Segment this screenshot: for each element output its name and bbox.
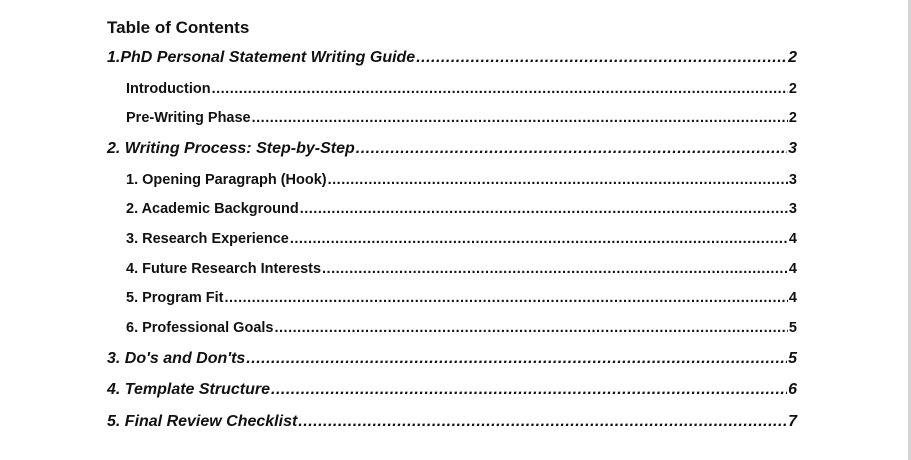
toc-entry-research-experience[interactable] [107, 231, 797, 247]
toc-page-number: 2 [788, 49, 797, 66]
toc-dot-leader [225, 290, 788, 306]
toc-dot-leader [274, 320, 787, 336]
toc-page-number: 3 [788, 140, 797, 157]
toc-page-number: 5 [788, 350, 797, 367]
toc-dot-leader [246, 350, 787, 368]
toc-dot-leader [356, 140, 787, 158]
toc-dot-leader [212, 81, 788, 97]
toc-dot-leader [290, 231, 788, 247]
toc-entry-program-fit[interactable] [107, 290, 797, 306]
toc-dot-leader [271, 381, 787, 399]
toc-entry-title: 5. Program Fit [126, 290, 224, 306]
toc-dot-leader [322, 261, 788, 277]
toc-page-number: 6 [788, 381, 797, 398]
toc-entry-dos-and-donts[interactable] [107, 350, 797, 368]
toc-dot-leader [416, 49, 787, 67]
toc-entry-title: 3. Do's and Don'ts [107, 350, 246, 367]
toc-dot-leader [328, 172, 788, 188]
toc-entry-professional-goals[interactable] [107, 320, 797, 336]
toc-entry-title: 2. Writing Process: Step-by-Step [107, 140, 355, 157]
toc-dot-leader [300, 201, 788, 217]
toc-page-number: 4 [788, 231, 797, 247]
toc-page-number: 2 [788, 110, 797, 126]
toc-entry-final-review-checklist[interactable] [107, 413, 797, 431]
toc-page-number: 3 [788, 172, 797, 188]
toc-entry-writing-process[interactable] [107, 140, 797, 158]
toc-page-number: 2 [788, 81, 797, 97]
toc-entry-opening-paragraph[interactable] [107, 172, 797, 188]
toc-entry-future-research[interactable] [107, 261, 797, 277]
toc-entry-introduction[interactable] [107, 81, 797, 97]
toc-entry-title: 4. Template Structure [107, 381, 271, 398]
toc-entry-title: 2. Academic Background [126, 201, 299, 217]
toc-entry-title: 1.PhD Personal Statement Writing Guide [107, 49, 416, 66]
toc-dot-leader [298, 413, 787, 431]
toc-dot-leader [252, 110, 788, 126]
toc-entry-academic-background[interactable] [107, 201, 797, 217]
toc-entry-title: 6. Professional Goals [126, 320, 274, 336]
toc-entry-title: 1. Opening Paragraph (Hook) [126, 172, 327, 188]
toc-entry-title: Pre-Writing Phase [126, 110, 251, 126]
toc-page-number: 4 [788, 290, 797, 306]
toc-entry-title: 5. Final Review Checklist [107, 413, 298, 430]
toc-page-number: 7 [788, 413, 797, 430]
toc-entry-title: Introduction [126, 81, 211, 97]
toc-page-number: 3 [788, 201, 797, 217]
toc-entry-title: 3. Research Experience [126, 231, 289, 247]
toc-entry-template-structure[interactable] [107, 381, 797, 399]
toc-page-number: 4 [788, 261, 797, 277]
toc-entry-title: 4. Future Research Interests [126, 261, 322, 277]
toc-page-number: 5 [788, 320, 797, 336]
toc-entry-pre-writing[interactable] [107, 110, 797, 126]
toc-entry-phd-guide[interactable] [107, 49, 797, 67]
toc-heading: Table of Contents [107, 18, 250, 37]
